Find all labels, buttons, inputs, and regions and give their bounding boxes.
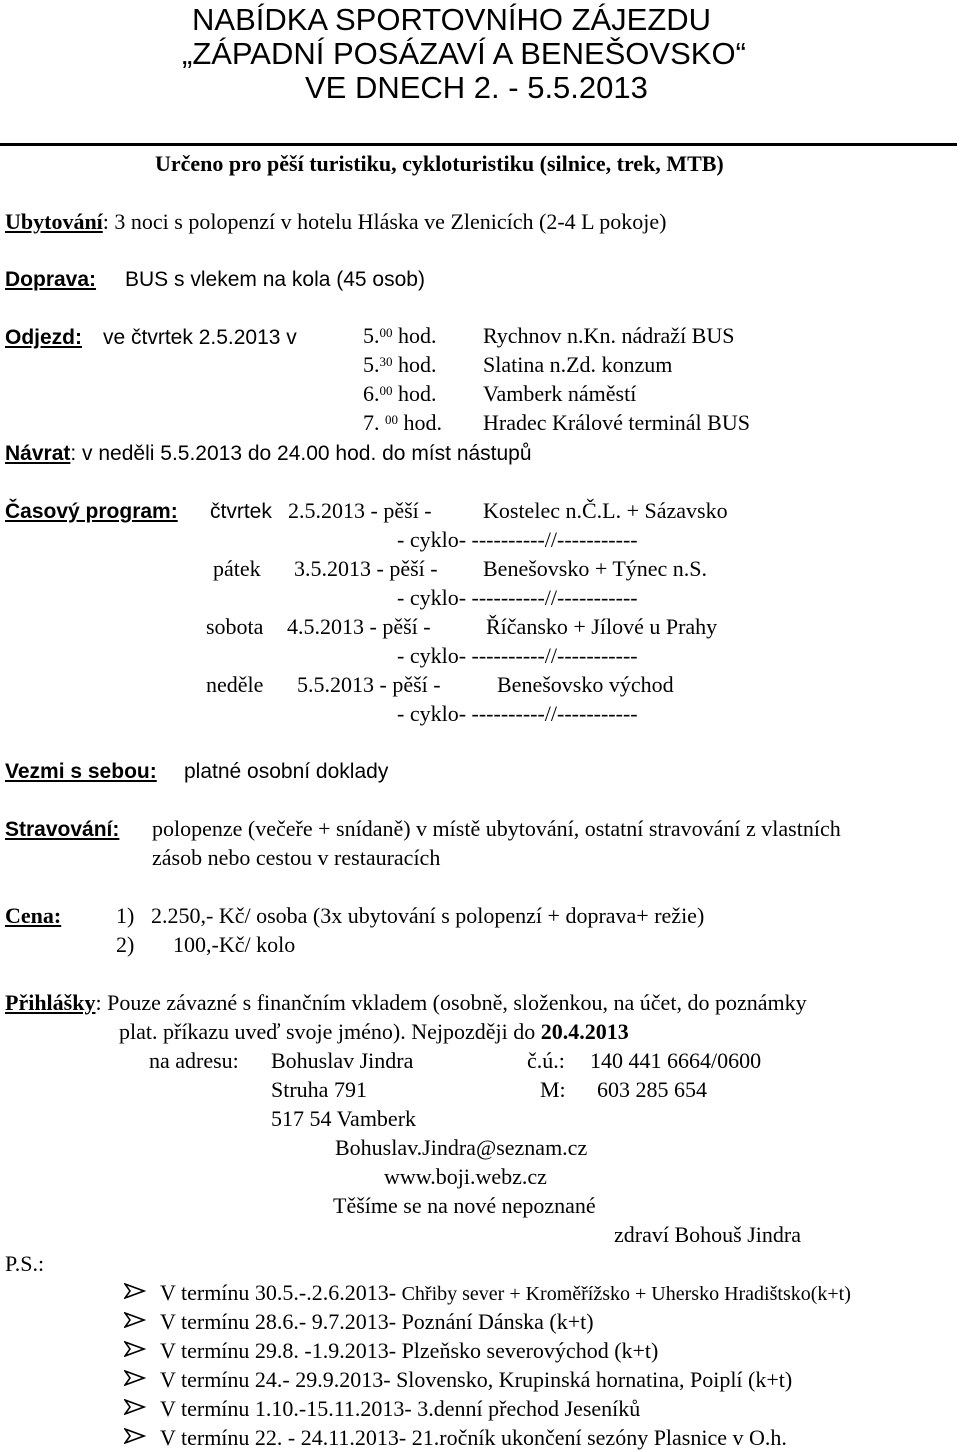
meals-text-1: polopenze (večeře + snídaně) v místě ubytování, ostatní stravování z vlastních	[152, 816, 841, 841]
accommodation-text: : 3 noci s polopenzí v hotelu Hláska ve Zlenicích (2-4 L pokoje)	[102, 209, 667, 234]
departure-stop: 5.00 hod.	[363, 323, 437, 348]
departure-stop: 6.00 hod.	[363, 381, 437, 406]
departure-label: Odjezd:	[5, 326, 82, 349]
program-day: pátek	[213, 556, 261, 581]
price-num: 2)	[116, 932, 135, 957]
ps-item: V termínu 22. - 24.11.2013- 21.ročník ukončení sezóny Plasnice v O.h.	[160, 1425, 787, 1450]
title-line-3: VE DNECH 2. - 5.5.2013	[305, 70, 648, 105]
program-cyklo: - cyklo- ----------//-----------	[397, 585, 638, 610]
street: Struha 791	[271, 1077, 367, 1102]
departure-stop: 7. $^{00}$ hod.	[363, 410, 442, 435]
applications-line-1: Přihlášky: Pouze závazné s finančním vkladem (osobně, složenkou, na účet, do poznámky	[5, 990, 807, 1015]
header-divider	[0, 143, 957, 146]
applications-line-2: plat. příkazu uveď svoje jméno). Nejpozději do 20.4.2013	[119, 1019, 629, 1044]
closing-line-1: Těšíme se na nové nepoznané	[333, 1193, 596, 1218]
take-text: platné osobní doklady	[184, 760, 389, 783]
transport-text: BUS s vlekem na kola (45 osob)	[125, 268, 425, 291]
departure-day: ve čtvrtek 2.5.2013 v	[103, 326, 297, 349]
program-cyklo: - cyklo- ----------//-----------	[397, 643, 638, 668]
return-label: Návrat	[5, 442, 71, 465]
price-num: 1)	[116, 903, 135, 928]
transport-label: Doprava:	[5, 268, 97, 291]
account-number: 140 441 6664/0600	[590, 1048, 762, 1073]
program-cyklo: - cyklo- ----------//-----------	[397, 701, 638, 726]
program-cyklo: - cyklo- ----------//-----------	[397, 527, 638, 552]
meals-label: Stravování:	[5, 818, 120, 841]
mobile-number: 603 285 654	[597, 1077, 707, 1102]
ps-label: P.S.:	[5, 1251, 45, 1276]
applications-label: Přihlášky	[5, 990, 96, 1015]
meals-text-2: zásob nebo cestou v restauracích	[152, 845, 441, 870]
title-line-2: „ZÁPADNÍ POSÁZAVÍ A BENEŠOVSKO“	[182, 36, 746, 71]
departure-place: Rychnov n.Kn. nádraží BUS	[483, 323, 735, 348]
ps-item: V termínu 28.6.- 9.7.2013- Poznání Dánska (k+t)	[160, 1309, 594, 1334]
program-walk: Kostelec n.Č.L. + Sázavsko	[483, 498, 728, 523]
account-label: č.ú.:	[527, 1048, 565, 1073]
program-date: 2.5.2013 - pěší -	[288, 498, 432, 523]
program-date: 4.5.2013 - pěší -	[287, 614, 431, 639]
subtitle: Určeno pro pěší turistiku, cykloturistiku (silnice, trek, MTB)	[155, 151, 724, 176]
departure-place: Vamberk náměstí	[483, 381, 637, 406]
program-day: neděle	[206, 672, 264, 697]
website-link[interactable]: www.boji.webz.cz	[384, 1164, 547, 1189]
return-text: : v neděli 5.5.2013 do 24.00 hod. do míst nástupů	[70, 442, 532, 465]
program-walk: Říčansko + Jílové u Prahy	[486, 614, 718, 639]
program-date: 5.5.2013 - pěší -	[297, 672, 441, 697]
accommodation-line	[5, 209, 667, 235]
program-label: Časový program:	[5, 500, 178, 523]
ps-item: V termínu 29.8. -1.9.2013- Plzeňsko severovýchod (k+t)	[160, 1338, 659, 1363]
closing-line-2: zdraví Bohouš Jindra	[614, 1222, 801, 1247]
ps-item: V termínu 24.- 29.9.2013- Slovensko, Krupinská hornatina, Poiplí (k+t)	[160, 1367, 793, 1392]
mobile-label: M:	[540, 1077, 566, 1102]
address-label: na adresu:	[149, 1048, 239, 1073]
price-text: 2.250,- Kč/ osoba (3x ubytování s polopenzí + doprava+ režie)	[151, 903, 705, 928]
program-day: sobota	[206, 614, 264, 639]
return-line	[5, 441, 532, 467]
city: 517 54 Vamberk	[271, 1106, 417, 1131]
title-line-1: NABÍDKA SPORTOVNÍHO ZÁJEZDU	[192, 2, 712, 37]
program-date: 3.5.2013 - pěší -	[294, 556, 438, 581]
departure-place: Hradec Králové terminál BUS	[483, 410, 750, 435]
deadline-date: 20.4.2013	[540, 1019, 629, 1044]
price-text: 100,-Kč/ kolo	[173, 932, 296, 957]
email-link[interactable]: Bohuslav.Jindra@seznam.cz	[335, 1135, 588, 1160]
program-walk: Benešovsko východ	[497, 672, 674, 697]
program-walk: Benešovsko + Týnec n.S.	[483, 556, 708, 581]
program-day: čtvrtek	[210, 500, 272, 523]
contact-name: Bohuslav Jindra	[271, 1048, 414, 1073]
price-label: Cena:	[5, 903, 62, 928]
take-label: Vezmi s sebou:	[5, 760, 157, 783]
departure-place: Slatina n.Zd. konzum	[483, 352, 673, 377]
ps-item: V termínu 30.5.-.2.6.2013- Chřiby sever + Kroměřížsko + Uhersko Hradištsko(k+t)	[160, 1280, 851, 1305]
ps-item: V termínu 1.10.-15.11.2013- 3.denní přechod Jeseníků	[160, 1396, 641, 1421]
departure-stop: 5.30 hod.	[363, 352, 437, 377]
accommodation-label: Ubytování	[5, 209, 103, 234]
